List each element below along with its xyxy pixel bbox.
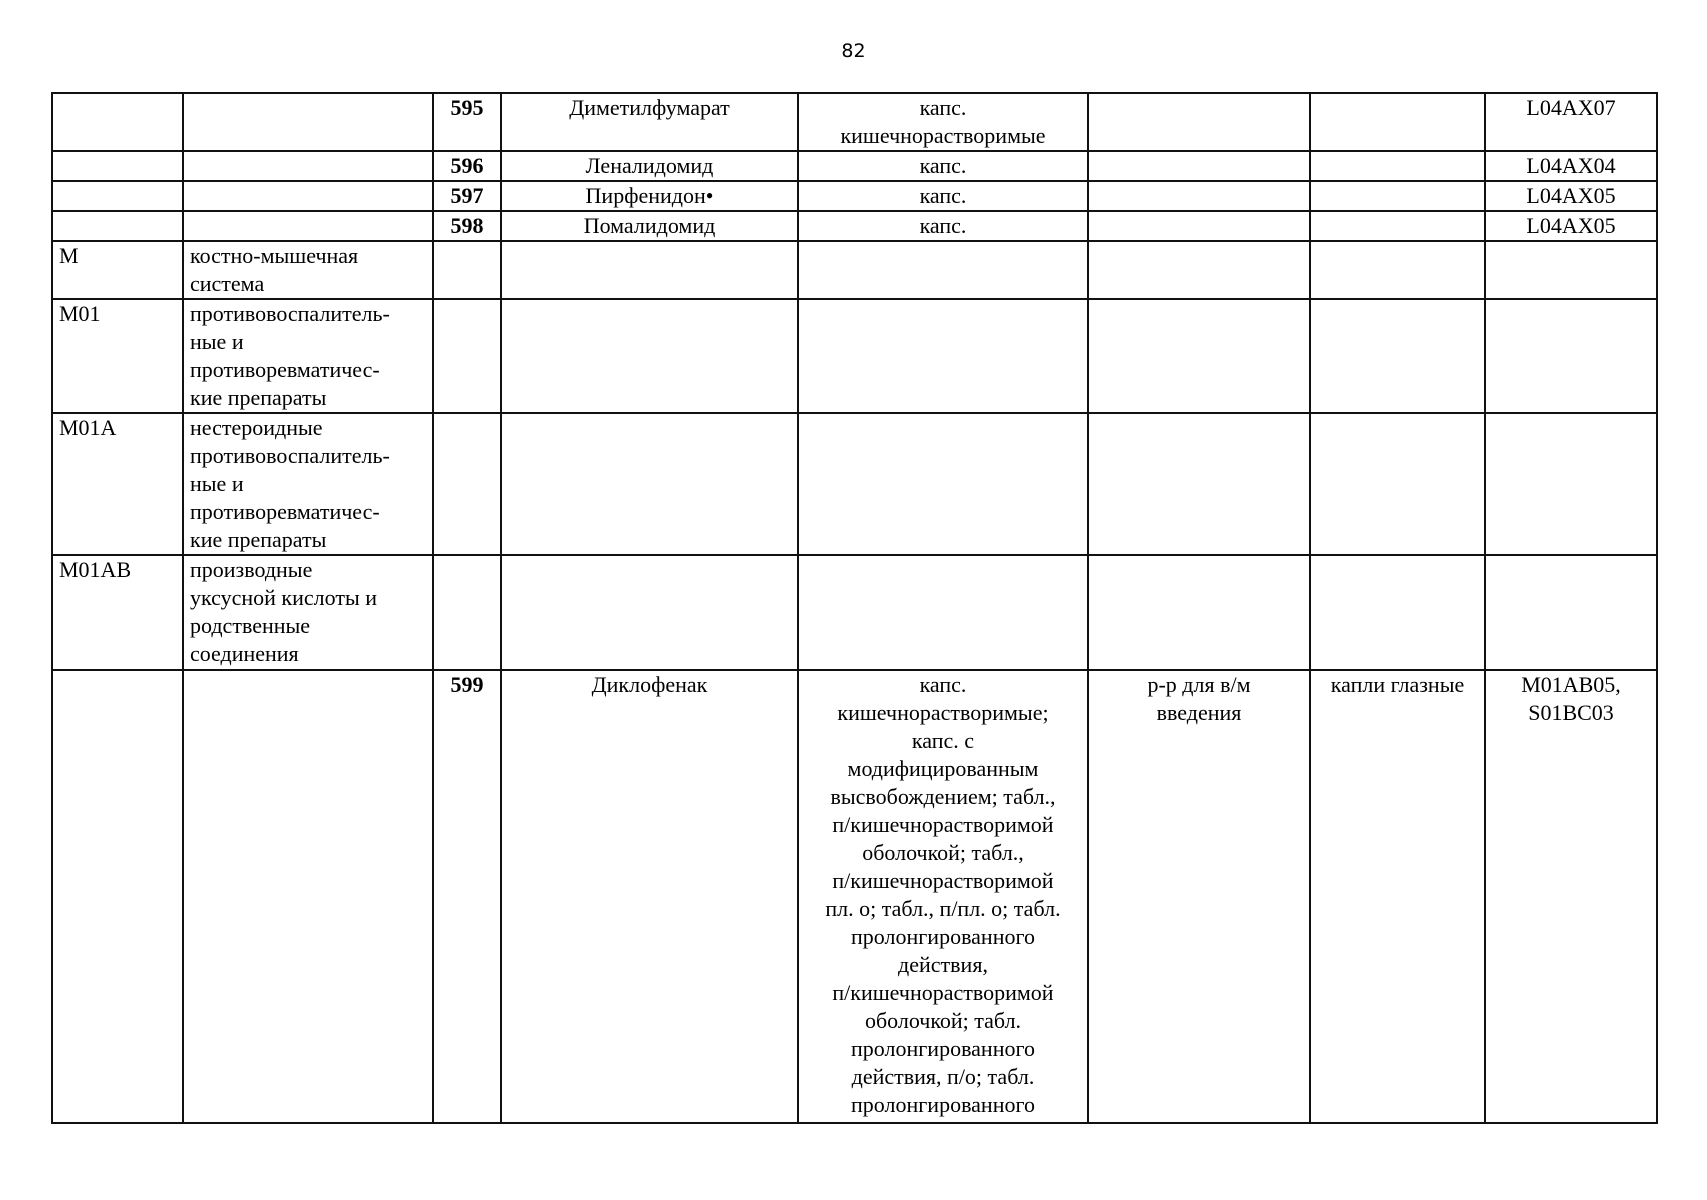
atc-group-name	[183, 670, 433, 1123]
atc-code-line: M01AB05,	[1521, 672, 1621, 697]
atc-code-line: L04AX07	[1526, 95, 1616, 120]
table-row	[52, 555, 1657, 670]
atc-code	[1485, 670, 1657, 1123]
atc-group-name-line: производные	[190, 557, 313, 582]
atc-group-name-line: противоревматичес-	[190, 499, 380, 524]
dosage-form-2	[1088, 181, 1310, 211]
atc-code	[1485, 211, 1657, 241]
dosage-form-3	[1310, 181, 1485, 211]
table-row	[52, 211, 1657, 241]
atc-group-name	[183, 211, 433, 241]
atc-group-code: M01A	[52, 413, 183, 555]
item-number: 598	[433, 211, 501, 241]
dosage-form	[798, 670, 1088, 1123]
dosage-form-line: п/кишечнорастворимой	[832, 868, 1054, 893]
atc-code-line: L04AX04	[1526, 153, 1616, 178]
dosage-form-line: действия,	[898, 952, 988, 977]
dosage-form-3	[1310, 93, 1485, 151]
dosage-form-line: капс.	[919, 95, 967, 120]
drug-name	[501, 413, 798, 555]
dosage-form-line: оболочкой; табл.,	[862, 840, 1024, 865]
atc-group-name-line: противовоспалитель-	[190, 443, 390, 468]
dosage-form	[798, 151, 1088, 181]
formulary-table	[51, 92, 1658, 1124]
dosage-form-3	[1310, 413, 1485, 555]
item-number: 596	[433, 151, 501, 181]
atc-group-name	[183, 555, 433, 670]
atc-group-name-line: нестероидные	[190, 415, 323, 440]
dosage-form-3	[1310, 241, 1485, 299]
atc-code-line: L04AX05	[1526, 183, 1616, 208]
atc-group-code: M01AB	[52, 555, 183, 670]
atc-code	[1485, 413, 1657, 555]
dosage-form-line: оболочкой; табл.	[864, 1008, 1022, 1033]
dosage-form-3	[1310, 151, 1485, 181]
atc-code	[1485, 241, 1657, 299]
dosage-form-line: капс. с	[911, 728, 975, 753]
dosage-form-2	[1088, 93, 1310, 151]
dosage-form-line: капс.	[919, 672, 967, 697]
atc-group-name	[183, 181, 433, 211]
atc-code	[1485, 555, 1657, 670]
dosage-form-line: капс.	[919, 153, 967, 178]
drug-name: Пирфенидон•	[501, 181, 798, 211]
dosage-form-3	[1310, 299, 1485, 413]
dosage-form	[798, 93, 1088, 151]
atc-group-code	[52, 93, 183, 151]
page-number: 82	[841, 40, 866, 62]
drug-name: Диклофенак	[501, 670, 798, 1123]
item-number	[433, 299, 501, 413]
atc-group-name-line: противоревматичес-	[190, 357, 380, 382]
atc-group-name	[183, 93, 433, 151]
atc-group-name	[183, 241, 433, 299]
dosage-form-line: капс.	[919, 213, 967, 238]
dosage-form-2	[1088, 211, 1310, 241]
dosage-form	[798, 413, 1088, 555]
dosage-form-3	[1310, 555, 1485, 670]
atc-code	[1485, 181, 1657, 211]
atc-group-name-line: кие препараты	[190, 527, 327, 552]
atc-group-name-line: уксусной кислоты и	[190, 585, 378, 610]
dosage-form-2	[1088, 299, 1310, 413]
dosage-form-line: кишечнорастворимые;	[837, 700, 1049, 725]
atc-group-code	[52, 211, 183, 241]
dosage-form-2	[1088, 241, 1310, 299]
dosage-form-line: пролонгированного	[851, 1092, 1035, 1117]
atc-code	[1485, 151, 1657, 181]
atc-group-name	[183, 413, 433, 555]
table-row	[52, 93, 1657, 151]
dosage-form-2	[1088, 413, 1310, 555]
dosage-form-line: действия, п/о; табл.	[851, 1064, 1035, 1089]
dosage-form	[798, 241, 1088, 299]
atc-code	[1485, 299, 1657, 413]
dosage-form-2-line: р-р для в/м	[1147, 672, 1251, 697]
table-row	[52, 670, 1657, 1123]
atc-group-name-line: система	[190, 271, 265, 296]
atc-group-code	[52, 151, 183, 181]
drug-name: Леналидомид	[501, 151, 798, 181]
dosage-form-2-line: введения	[1156, 700, 1242, 725]
table-row	[52, 241, 1657, 299]
dosage-form	[798, 555, 1088, 670]
atc-group-code: M	[52, 241, 183, 299]
table-row	[52, 299, 1657, 413]
atc-group-code	[52, 181, 183, 211]
drug-name: Диметилфумарат	[501, 93, 798, 151]
dosage-form-line: пролонгированного	[851, 924, 1035, 949]
dosage-form-line: кишечнорастворимые	[840, 123, 1046, 148]
dosage-form-line: капс.	[919, 183, 967, 208]
atc-code	[1485, 93, 1657, 151]
atc-group-name-line: соединения	[190, 641, 299, 666]
dosage-form-3	[1310, 211, 1485, 241]
item-number	[433, 413, 501, 555]
dosage-form	[798, 181, 1088, 211]
dosage-form-3: капли глазные	[1310, 670, 1485, 1123]
atc-group-name-line: костно-мышечная	[190, 243, 359, 268]
dosage-form-line: пролонгированного	[851, 1036, 1035, 1061]
item-number	[433, 555, 501, 670]
item-number: 595	[433, 93, 501, 151]
dosage-form-line: пл. о; табл., п/пл. о; табл.	[825, 896, 1061, 921]
table-row	[52, 181, 1657, 211]
item-number: 597	[433, 181, 501, 211]
atc-group-name-line: родственные	[190, 613, 311, 638]
drug-name: Помалидомид	[501, 211, 798, 241]
item-number: 599	[433, 670, 501, 1123]
dosage-form-2	[1088, 555, 1310, 670]
atc-code-line: L04AX05	[1526, 213, 1616, 238]
atc-group-name-line: ные и	[190, 329, 244, 354]
dosage-form-line: п/кишечнорастворимой	[832, 980, 1054, 1005]
dosage-form	[798, 211, 1088, 241]
dosage-form-line: п/кишечнорастворимой	[832, 812, 1054, 837]
atc-group-name-line: кие препараты	[190, 385, 327, 410]
dosage-form	[798, 299, 1088, 413]
atc-code-line: S01BC03	[1528, 700, 1614, 725]
dosage-form-2	[1088, 670, 1310, 1123]
atc-group-code: M01	[52, 299, 183, 413]
drug-name	[501, 299, 798, 413]
atc-group-name-line: ные и	[190, 471, 244, 496]
table-row	[52, 413, 1657, 555]
dosage-form-2	[1088, 151, 1310, 181]
atc-group-name-line: противовоспалитель-	[190, 301, 390, 326]
drug-name	[501, 241, 798, 299]
atc-group-code	[52, 670, 183, 1123]
dosage-form-line: модифицированным	[847, 756, 1039, 781]
table-row	[52, 151, 1657, 181]
drug-name	[501, 555, 798, 670]
atc-group-name	[183, 299, 433, 413]
item-number	[433, 241, 501, 299]
dosage-form-line: высвобождением; табл.,	[830, 784, 1056, 809]
atc-group-name	[183, 151, 433, 181]
